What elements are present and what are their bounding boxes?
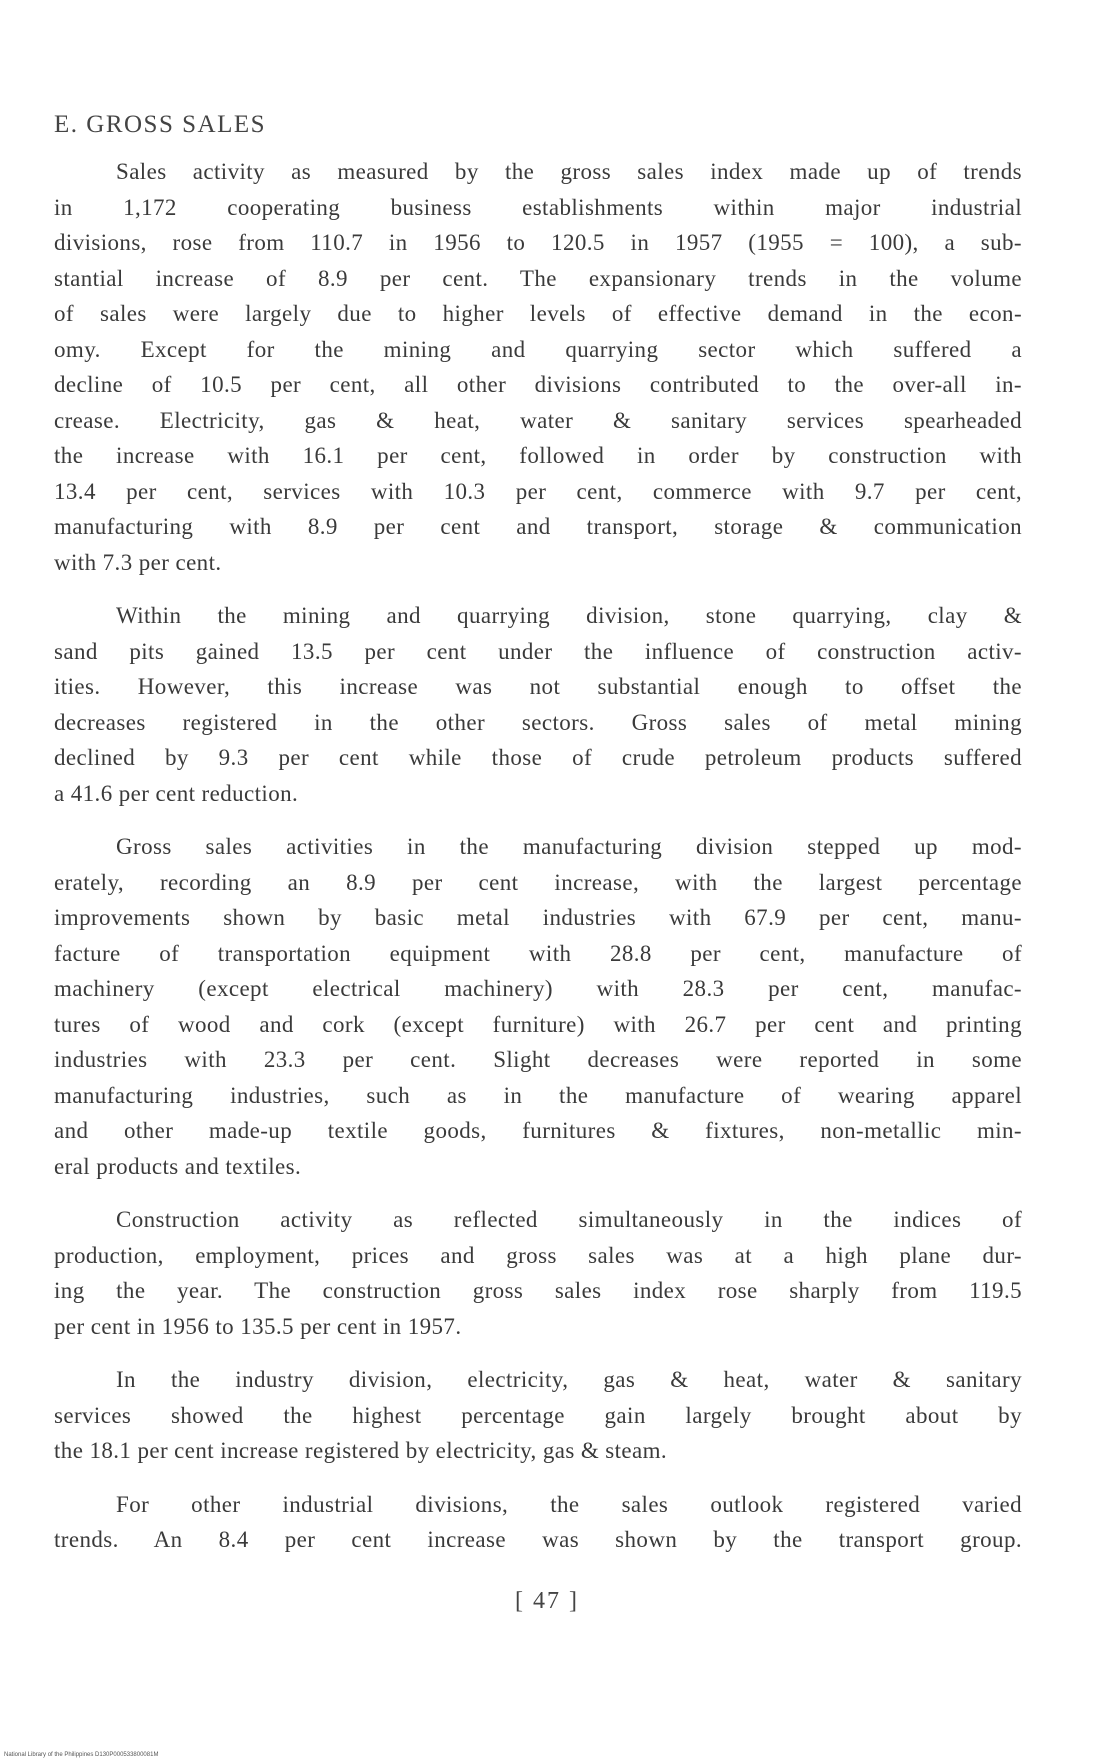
document-page: [54, 110, 1022, 1576]
text-line: eral products and textiles.: [54, 1153, 302, 1179]
text-line: facture of transportation equipment with 28.8 per cent, manufacture of: [54, 940, 1022, 966]
text-line: industries with 23.3 per cent. Slight decreases were reported in some: [54, 1047, 1022, 1072]
text-line: manufacturing with 8.9 per cent and transport, storage & communication: [54, 514, 1022, 539]
text-line: sand pits gained 13.5 per cent under the influence of construction activ-: [54, 638, 1022, 664]
page-number: [ 47 ]: [515, 1588, 579, 1614]
text-line: trends. An 8.4 per cent increase was shown by the transport group.: [54, 1527, 1022, 1552]
text-line: Sales activity as measured by the gross sales index made up of trends: [116, 159, 1022, 184]
text-line: decreases registered in the other sectors. Gross sales of metal mining: [54, 709, 1022, 735]
text-line: stantial increase of 8.9 per cent. The expansionary trends in the volume: [54, 265, 1022, 291]
text-line: For other industrial divisions, the sales outlook registered varied: [116, 1491, 1022, 1517]
text-line: erately, recording an 8.9 per cent increase, with the largest percentage: [54, 869, 1022, 895]
paragraph: [54, 829, 1022, 1184]
paragraph: [54, 1362, 1022, 1469]
text-line: with 7.3 per cent.: [54, 549, 222, 575]
text-line: the increase with 16.1 per cent, followed in order by construction with: [54, 443, 1022, 468]
paragraph: [54, 1487, 1022, 1558]
text-line: production, employment, prices and gross sales was at a high plane dur-: [54, 1242, 1022, 1268]
section-heading: E. GROSS SALES: [54, 111, 267, 138]
text-line: per cent in 1956 to 135.5 per cent in 1957.: [54, 1313, 462, 1339]
text-line: the 18.1 per cent increase registered by electricity, gas & steam.: [54, 1438, 668, 1463]
text-line: ities. However, this increase was not substantial enough to offset the: [54, 674, 1022, 699]
text-line: improvements shown by basic metal industries with 67.9 per cent, manu-: [54, 905, 1022, 930]
text-line: crease. Electricity, gas & heat, water & sanitary services spearheaded: [54, 407, 1022, 433]
body-text: [54, 154, 1022, 1558]
text-line: in 1,172 cooperating business establishments within major industrial: [54, 194, 1022, 220]
text-line: machinery (except electrical machinery) with 28.3 per cent, manufac-: [54, 976, 1022, 1001]
text-line: declined by 9.3 per cent while those of crude petroleum products suffered: [54, 745, 1022, 770]
text-line: omy. Except for the mining and quarrying sector which suffered a: [54, 336, 1022, 362]
text-line: ing the year. The construction gross sales index rose sharply from 119.5: [54, 1278, 1022, 1303]
paragraph: [54, 598, 1022, 811]
library-stamp: National Library of the Philippines D130P000533800081M: [4, 1752, 159, 1758]
text-line: Gross sales activities in the manufacturing division stepped up mod-: [116, 834, 1022, 859]
text-line: Within the mining and quarrying division, stone quarrying, clay &: [116, 603, 1022, 628]
paragraph: [54, 1202, 1022, 1344]
text-line: Construction activity as reflected simultaneously in the indices of: [116, 1207, 1022, 1232]
text-line: In the industry division, electricity, gas & heat, water & sanitary: [116, 1367, 1022, 1392]
paragraph: [54, 154, 1022, 580]
text-line: of sales were largely due to higher levels of effective demand in the econ-: [54, 301, 1022, 326]
text-line: and other made-up textile goods, furnitures & fixtures, non-metallic min-: [54, 1118, 1022, 1143]
text-line: services showed the highest percentage gain largely brought about by: [54, 1402, 1022, 1428]
text-line: a 41.6 per cent reduction.: [54, 780, 299, 806]
text-line: decline of 10.5 per cent, all other divisions contributed to the over-all in-: [54, 372, 1022, 397]
text-line: divisions, rose from 110.7 in 1956 to 120.5 in 1957 (1955 = 100), a sub-: [54, 230, 1022, 255]
text-line: manufacturing industries, such as in the manufacture of wearing apparel: [54, 1082, 1022, 1108]
text-line: 13.4 per cent, services with 10.3 per cent, commerce with 9.7 per cent,: [54, 478, 1022, 504]
text-line: tures of wood and cork (except furniture) with 26.7 per cent and printing: [54, 1011, 1022, 1037]
